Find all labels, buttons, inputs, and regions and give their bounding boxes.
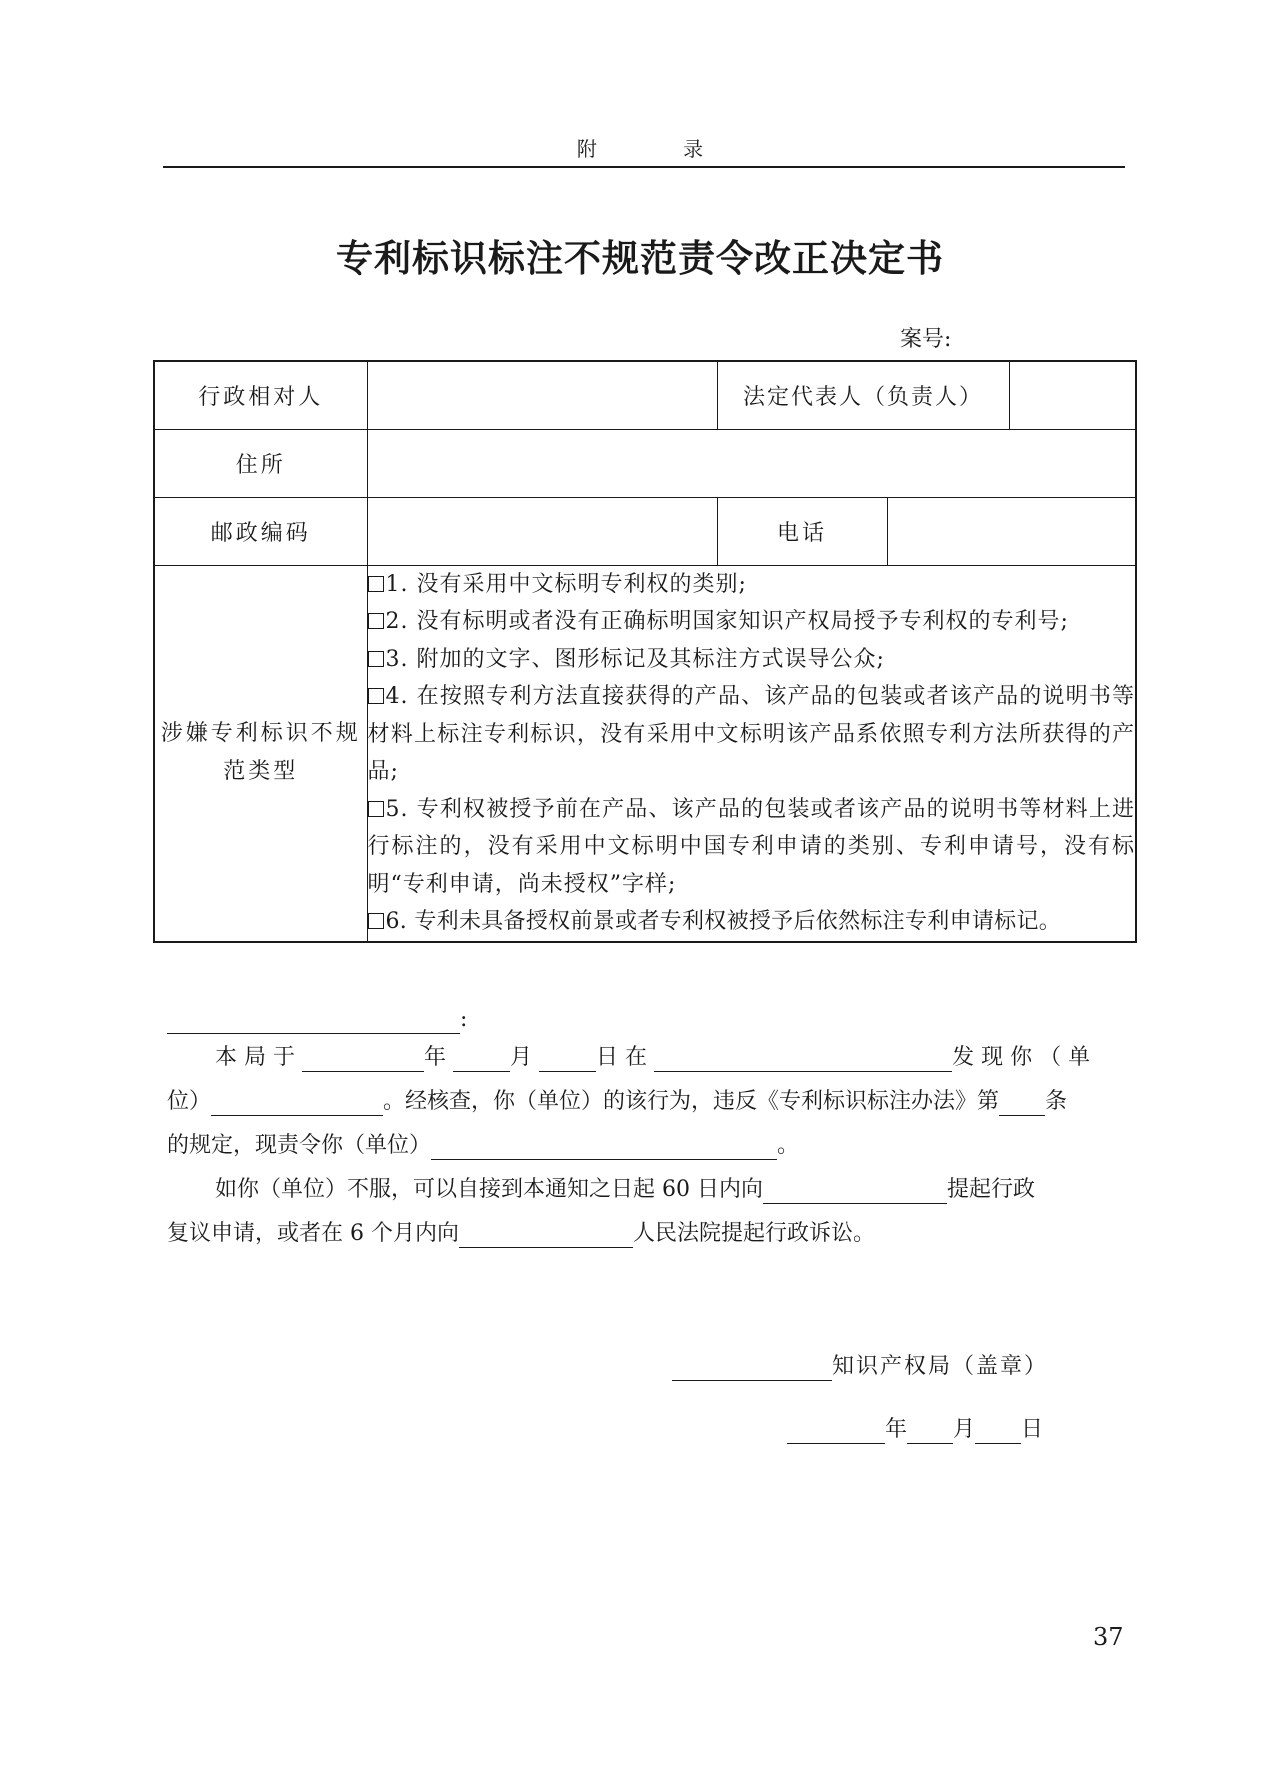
violation-item-text: 6. 专利未具备授权前景或者专利权被授予后依然标注专利申请标记。 bbox=[385, 909, 1062, 934]
notice-text: 发现你（单 bbox=[952, 1045, 1098, 1070]
notice-text: 人民法院提起行政诉讼。 bbox=[632, 1221, 875, 1246]
violation-item-2[interactable] bbox=[368, 603, 1136, 641]
sign-day-label: 日 bbox=[1021, 1417, 1044, 1442]
notice-text: 提起行政 bbox=[946, 1177, 1035, 1202]
violation-item-3[interactable] bbox=[368, 641, 1136, 679]
sign-day-blank[interactable] bbox=[975, 1415, 1021, 1444]
legal-rep-value-cell[interactable] bbox=[1009, 361, 1136, 429]
signature-office-line bbox=[672, 1345, 1072, 1389]
violation-item-text: 4. 在按照专利方法直接获得的产品、该产品的包装或者该产品的说明书等材料上标注专利标识，没有采用中文标明该产品系依照专利方法所获得的产品; bbox=[367, 684, 1136, 784]
case-number-label: 案号: bbox=[900, 327, 952, 352]
form-table bbox=[153, 360, 1137, 943]
addressee-colon: : bbox=[460, 1007, 468, 1032]
violation-item-text: 5. 专利权被授予前在产品、该产品的包装或者该产品的说明书等材料上进行标注的，没有采用中文标明中国专利申请的类别、专利申请号，没有标明“专利申请，尚未授权”字样; bbox=[367, 796, 1136, 897]
checkbox-icon[interactable] bbox=[368, 688, 384, 704]
violation-item-5[interactable] bbox=[368, 791, 1136, 904]
checkbox-icon[interactable] bbox=[368, 613, 384, 629]
review-authority-blank[interactable] bbox=[763, 1175, 947, 1204]
violation-type-label: 涉嫌专利标识不规范类型 bbox=[154, 565, 367, 942]
article-number-blank[interactable] bbox=[999, 1087, 1045, 1116]
party-value-cell[interactable] bbox=[367, 361, 717, 429]
court-name-blank[interactable] bbox=[459, 1219, 633, 1248]
phone-label: 电话 bbox=[717, 497, 887, 565]
violation-item-1[interactable] bbox=[368, 566, 1136, 604]
found-month-blank[interactable] bbox=[453, 1043, 510, 1072]
postcode-label: 邮政编码 bbox=[154, 497, 367, 565]
notice-paragraph-1-line-3 bbox=[167, 1124, 1121, 1168]
party-label: 行政相对人 bbox=[154, 361, 367, 429]
header-rule bbox=[163, 166, 1125, 168]
office-seal-label: 知识产权局（盖章） bbox=[832, 1354, 1049, 1379]
violation-item-4[interactable] bbox=[368, 678, 1136, 791]
phone-value-cell[interactable] bbox=[887, 497, 1136, 565]
correction-order-blank[interactable] bbox=[431, 1131, 777, 1160]
signature-date-line bbox=[787, 1408, 1087, 1452]
sign-year-blank[interactable] bbox=[787, 1415, 885, 1444]
notice-text: 年 bbox=[424, 1045, 454, 1070]
violation-items-cell bbox=[367, 565, 1136, 942]
violation-item-text: 1. 没有采用中文标明专利权的类别; bbox=[385, 571, 747, 597]
notice-paragraph-1-line-2 bbox=[167, 1080, 1121, 1124]
legal-rep-label: 法定代表人（负责人） bbox=[717, 361, 1009, 429]
checkbox-icon[interactable] bbox=[368, 576, 384, 592]
notice-text: 复议申请，或者在 6 个月内向 bbox=[167, 1221, 459, 1246]
office-name-blank[interactable] bbox=[672, 1352, 832, 1381]
notice-text: 月 bbox=[510, 1045, 540, 1070]
unit-name-blank[interactable] bbox=[211, 1087, 383, 1116]
addressee-blank[interactable] bbox=[167, 1005, 460, 1034]
running-header: 附 录 bbox=[576, 137, 744, 161]
notice-text: 如你（单位）不服，可以自接到本通知之日起 60 日内向 bbox=[215, 1177, 763, 1202]
notice-paragraph-1-line-1 bbox=[167, 1036, 1121, 1080]
found-place-blank[interactable] bbox=[654, 1043, 952, 1072]
violation-item-text: 2. 没有标明或者没有正确标明国家知识产权局授予专利权的专利号; bbox=[385, 609, 1069, 634]
checkbox-icon[interactable] bbox=[368, 651, 384, 667]
violation-item-6[interactable] bbox=[368, 903, 1136, 941]
notice-text: 本局于 bbox=[215, 1045, 303, 1070]
checkbox-icon[interactable] bbox=[368, 801, 384, 817]
notice-text: 。 bbox=[777, 1133, 800, 1158]
sign-month-label: 月 bbox=[953, 1417, 976, 1442]
violation-item-text: 3. 附加的文字、图形标记及其标注方式误导公众; bbox=[385, 646, 885, 672]
address-value-cell[interactable] bbox=[367, 429, 1136, 497]
notice-paragraph-2-line-2 bbox=[167, 1212, 1121, 1256]
postcode-value-cell[interactable] bbox=[367, 497, 717, 565]
notice-text: 。经核查，你（单位）的该行为，违反《专利标识标注办法》第 bbox=[383, 1089, 1000, 1114]
notice-text: 日在 bbox=[596, 1045, 655, 1070]
found-day-blank[interactable] bbox=[539, 1043, 596, 1072]
page-number: 37 bbox=[1093, 1623, 1124, 1651]
document-title: 专利标识标注不规范责令改正决定书 bbox=[336, 237, 944, 280]
sign-year-label: 年 bbox=[885, 1417, 908, 1442]
notice-text: 位） bbox=[167, 1089, 212, 1114]
address-label: 住所 bbox=[154, 429, 367, 497]
notice-text: 的规定，现责令你（单位） bbox=[167, 1133, 432, 1158]
found-year-blank[interactable] bbox=[302, 1043, 424, 1072]
notice-text: 条 bbox=[1045, 1089, 1068, 1114]
sign-month-blank[interactable] bbox=[907, 1415, 953, 1444]
notice-paragraph-2-line-1 bbox=[167, 1168, 1121, 1212]
checkbox-icon[interactable] bbox=[368, 913, 384, 929]
